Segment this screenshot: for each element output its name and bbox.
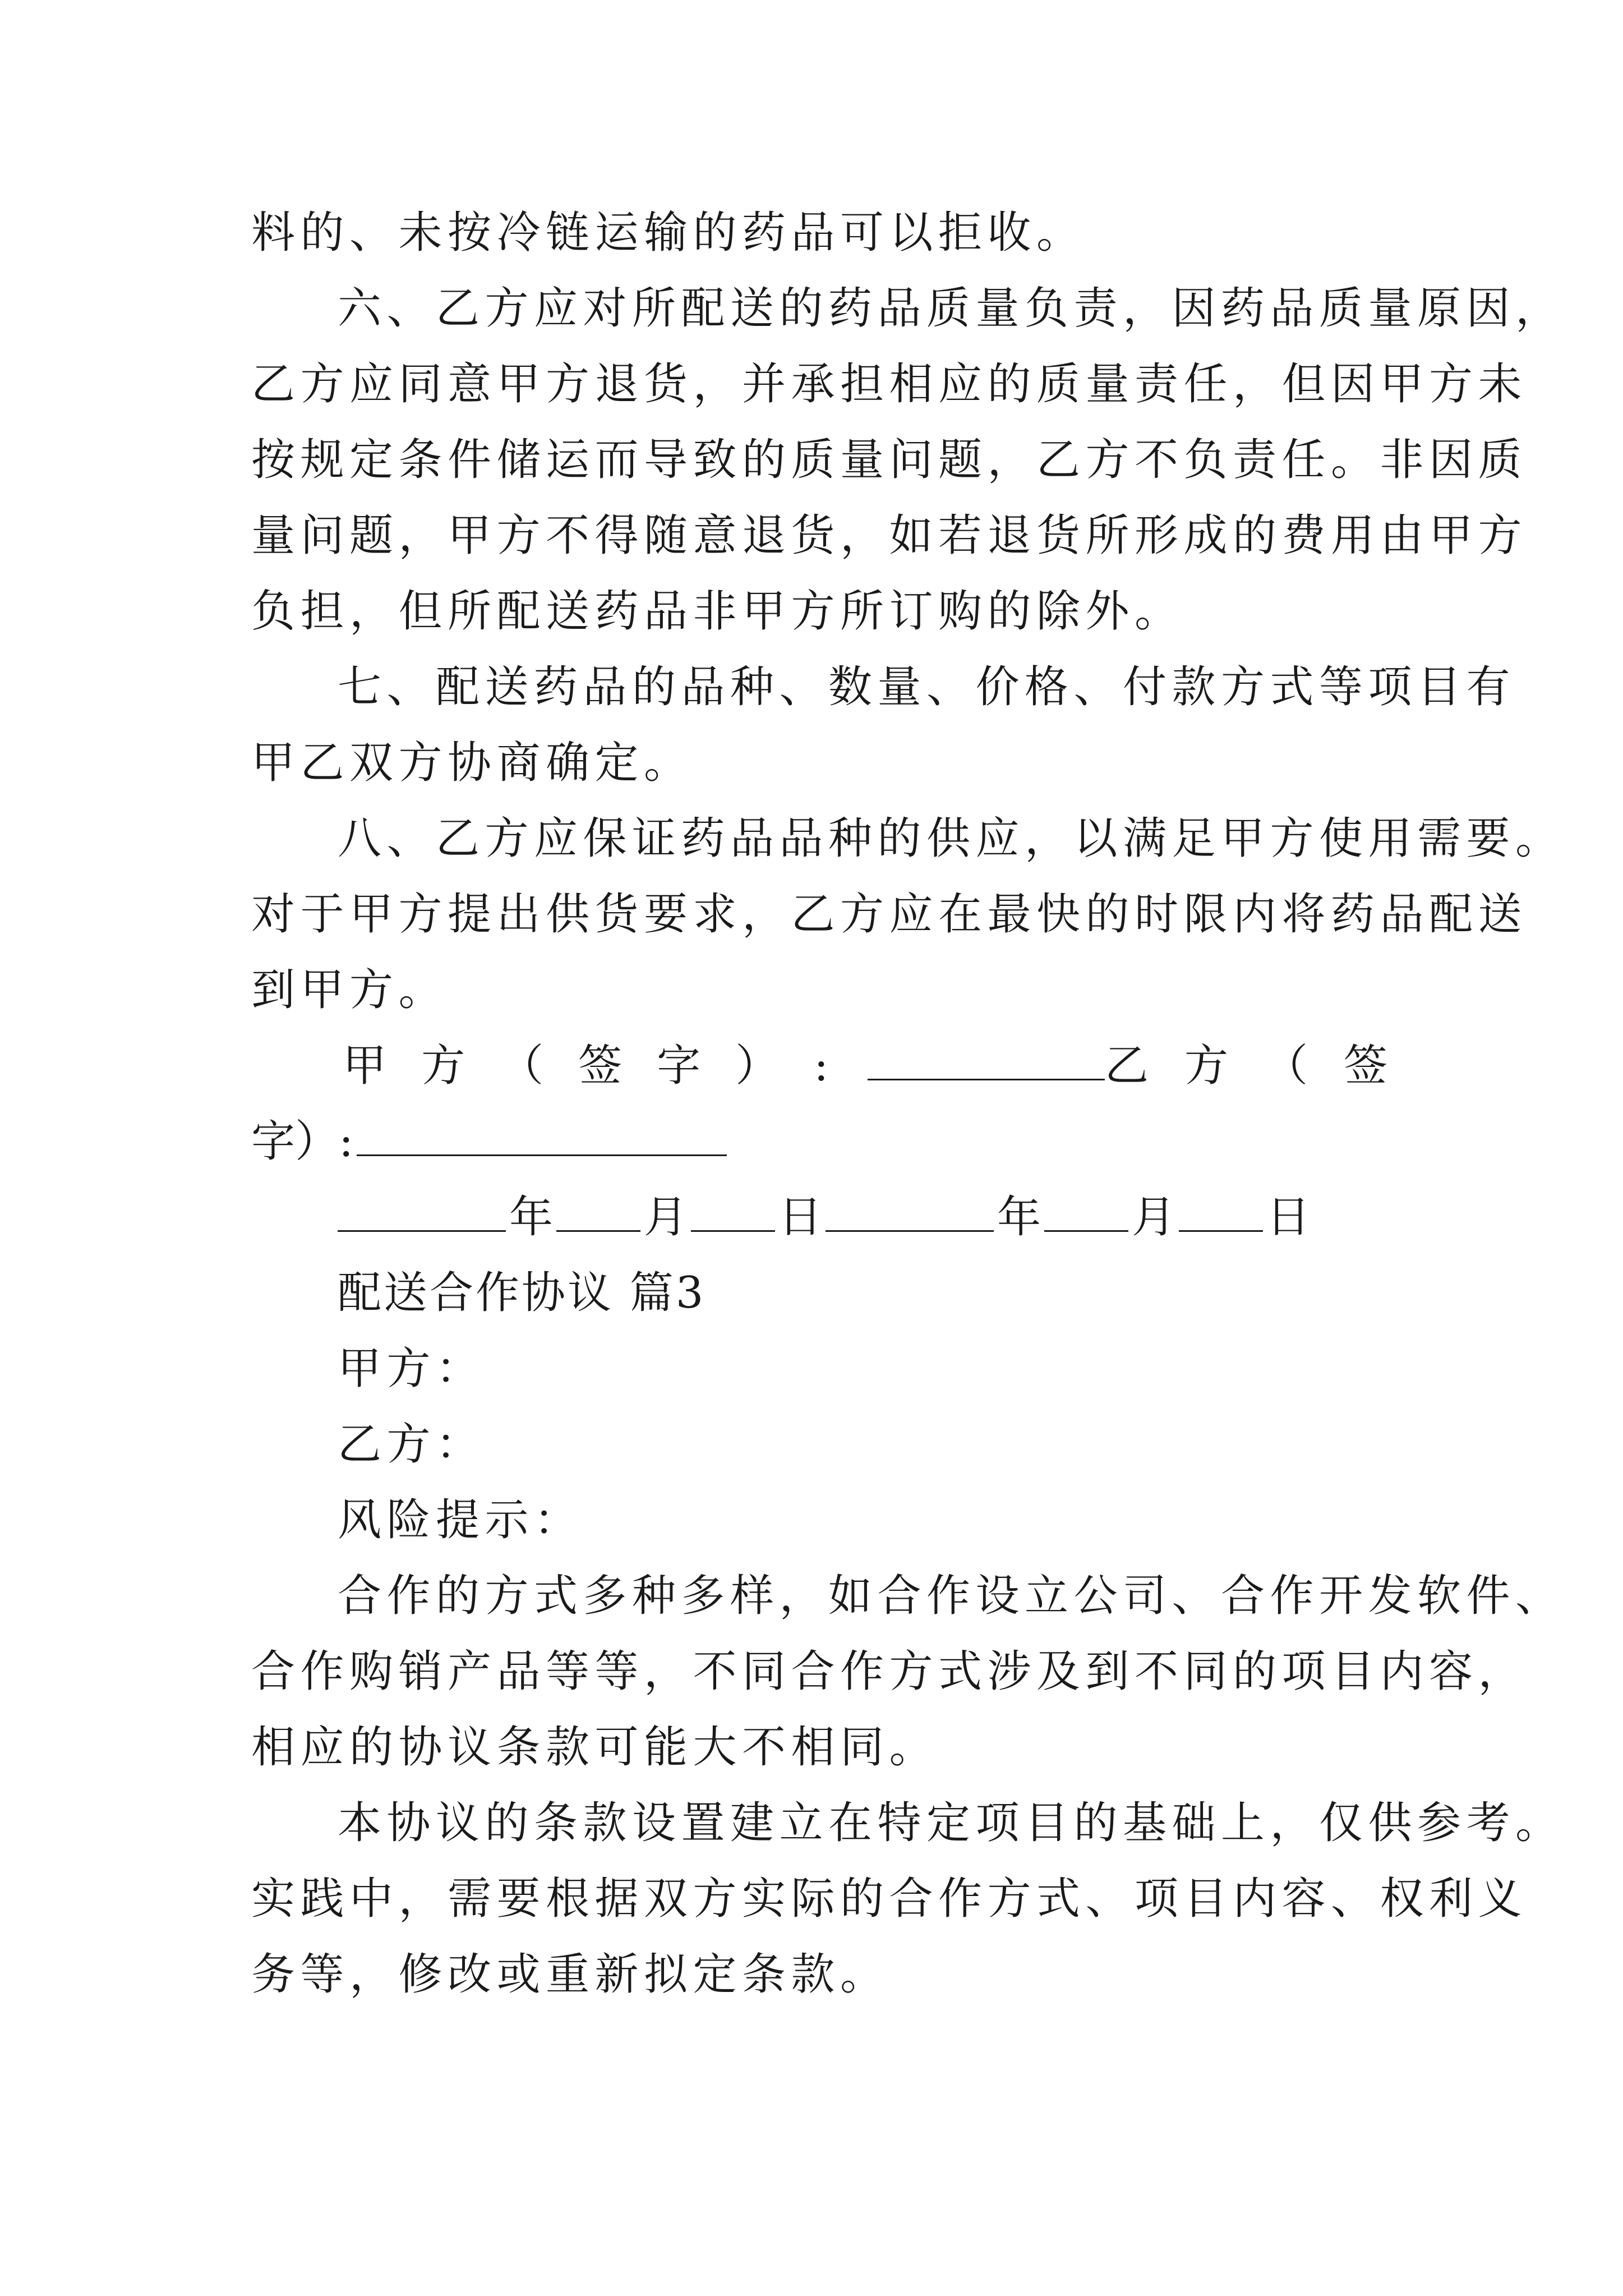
party-a-signature-label: 甲方（签字）:	[343, 1041, 864, 1091]
risk-paragraph-2-line: 务等，修改或重新拟定条款。	[251, 1949, 889, 2000]
risk-paragraph-1-line: 合作的方式多种多样，如合作设立公司、合作开发软件、	[338, 1571, 1565, 1621]
risk-paragraph-2-line: 实践中，需要根据双方实际的合作方式、项目内容、权利义	[251, 1874, 1528, 1924]
date-row	[338, 1189, 1310, 1245]
party-b-month-blank[interactable]	[1044, 1195, 1128, 1232]
risk-paragraph-2-line: 本协议的条款设置建立在特定项目的基础上，仅供参考。	[338, 1798, 1565, 1848]
paragraph-8-line: 到甲方。	[251, 965, 448, 1015]
paragraph-6-line: 按规定条件储运而导致的质量问题，乙方不负责任。非因质	[251, 435, 1528, 485]
paragraph-8-line: 八、乙方应保证药品品种的供应，以满足甲方使用需要。	[338, 813, 1565, 864]
party-a-month-blank[interactable]	[556, 1195, 640, 1232]
party-b-day-blank[interactable]	[1179, 1195, 1263, 1232]
paragraph-6-line: 负担，但所配送药品非甲方所订购的除外。	[251, 586, 1184, 637]
party-b-signature-blank[interactable]	[357, 1120, 727, 1156]
day-label: 日	[1266, 1192, 1311, 1243]
signature-row	[251, 1038, 1423, 1094]
paragraph-8-line: 对于甲方提出供货要求，乙方应在最快的时限内将药品配送	[251, 889, 1528, 940]
paragraph-7-line: 甲乙双方协商确定。	[251, 738, 693, 788]
party-b-year-blank[interactable]	[826, 1195, 994, 1232]
paragraph-6-line: 乙方应同意甲方退货，并承担相应的质量责任，但因甲方未	[251, 359, 1528, 409]
year-label: 年	[509, 1192, 554, 1243]
party-a-day-blank[interactable]	[691, 1195, 775, 1232]
risk-paragraph-1-line: 相应的协议条款可能大不相同。	[251, 1722, 939, 1773]
paragraph-6-line: 量问题，甲方不得随意退货，如若退货所形成的费用由甲方	[251, 510, 1528, 561]
paragraph-7-line: 七、配送药品的品种、数量、价格、付款方式等项目有	[338, 662, 1516, 712]
section-heading: 配送合作协议 篇3	[338, 1268, 706, 1318]
year-label: 年	[997, 1192, 1041, 1243]
risk-paragraph-1-line: 合作购销产品等等，不同合作方式涉及到不同的项目内容，	[251, 1646, 1528, 1697]
day-label: 日	[778, 1192, 823, 1243]
party-a-signature-blank[interactable]	[868, 1044, 1105, 1080]
party-a-year-blank[interactable]	[338, 1195, 506, 1232]
party-b-signature-label-cont: 字）:	[251, 1116, 354, 1167]
risk-heading: 风险提示：	[338, 1495, 583, 1545]
party-b-label: 乙方：	[338, 1419, 485, 1470]
paragraph-6-line: 六、乙方应对所配送的药品质量负责，因药品质量原因，	[338, 283, 1565, 334]
party-b-signature-label: 乙方（签	[1104, 1041, 1423, 1091]
signature-row-continued	[251, 1114, 1387, 1170]
month-label: 月	[644, 1192, 688, 1243]
paragraph-line: 料的、未按冷链运输的药品可以拒收。	[251, 208, 1086, 258]
month-label: 月	[1132, 1192, 1176, 1243]
party-a-label: 甲方：	[338, 1343, 485, 1394]
